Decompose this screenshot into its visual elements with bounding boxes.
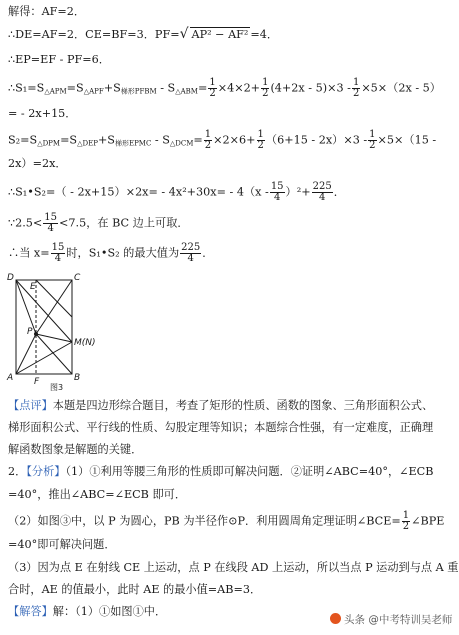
analysis-line-3	[8, 511, 444, 532]
fraction-15-4: $\frac{15}{4}$	[270, 181, 284, 203]
watermark	[330, 612, 452, 627]
label-d: D	[7, 273, 14, 283]
analysis-line-2: =40°，推出∠ABC=∠ECB 即可．	[8, 488, 187, 501]
product-text: ）²+	[285, 185, 311, 199]
lengths-result: =4．	[250, 28, 279, 41]
product-text: ．	[333, 185, 345, 199]
range-text: ∵2.5<	[8, 216, 43, 230]
fraction-225-4: $\frac{225}{4}$	[312, 181, 332, 203]
watermark-text: 头条 @中考特训吴老师	[344, 614, 453, 626]
s2-formula-line	[8, 130, 436, 151]
fraction-half: $\frac{1}{2}$	[257, 129, 264, 151]
answer-tag: 【解答】	[8, 605, 53, 618]
fraction-half: $\frac{1}{2}$	[262, 77, 269, 99]
fraction-225-4: $\frac{225}{4}$	[181, 242, 201, 264]
conclusion-text: 时，S₁•S₂ 的最大值为	[66, 246, 180, 260]
analysis-line-6: 合时，AE 的值最小，此时 AE 的最小值=AB=3．	[8, 583, 262, 596]
solve-result-line: 解得：AF=2．	[8, 5, 86, 18]
rectangle-abcd	[16, 280, 72, 374]
s1-text: - S	[156, 81, 176, 95]
lengths-line: ∴DE=AF=2．CE=BF=3．PF=√ AP² − AF² =4．	[8, 26, 279, 42]
range-text: <7.5，在 BC 边上可取．	[59, 216, 189, 230]
s1-result-line: = - 2x+15．	[8, 107, 77, 120]
s2-subscript: △DEP	[77, 139, 98, 148]
comment-line-2: 梯形面积公式、平行线的性质、勾股定理等知识；本题综合性强，有一定难度，正确理	[8, 421, 434, 434]
s2-subscript: △DPM	[37, 139, 61, 148]
s2-text: （6+15 - 2x）×3 -	[265, 133, 368, 147]
segment-pm	[36, 334, 72, 342]
s1-text: ×5×（2x - 5）	[361, 81, 441, 95]
fraction-half: $\frac{1}{2}$	[369, 129, 376, 151]
s1-subscript: 梯形PFBM	[120, 87, 157, 96]
fraction-half: $\frac{1}{2}$	[352, 77, 360, 99]
comment-text: 本题是四边形综合题目，考查了矩形的性质、函数的图象、三角形面积公式、	[52, 399, 434, 412]
segment-bp	[36, 334, 72, 374]
s1-text: +S	[103, 81, 121, 95]
comment-line-1	[8, 399, 433, 413]
analysis-line-1	[8, 465, 433, 479]
question-number: 2．	[8, 465, 27, 478]
conclusion-text: ．	[202, 246, 214, 260]
s1-text: (4+2x - 5)×3 -	[270, 81, 351, 95]
label-m: M(N)	[74, 338, 96, 348]
lengths-text: ∴DE=AF=2．CE=BF=3．PF=	[8, 28, 180, 41]
segment-cp	[36, 280, 72, 334]
geometry-figure	[6, 272, 102, 394]
s1-text: ×4×2+	[217, 81, 261, 95]
analysis-line-5: （3）因为点 E 在射线 CE 上运动，点 P 在线段 AD 上运动，所以当点 P 运动到与点 A 重	[8, 561, 459, 574]
s2-result-line: 2x）=2x．	[8, 157, 67, 170]
s2-subscript: 梯形EPMC	[114, 139, 152, 148]
analysis-tag: 【分析】	[26, 465, 66, 478]
segment-dm	[16, 280, 72, 342]
ep-line: ∴EP=EF - PF=6．	[8, 53, 110, 66]
segment-ec	[36, 280, 72, 317]
label-p: P	[27, 327, 33, 337]
s1-formula-line	[8, 78, 441, 99]
analysis-line-4: =40°即可解决问题．	[8, 538, 116, 551]
s2-text: =S	[60, 133, 78, 147]
label-c: C	[74, 273, 81, 283]
s2-text: ×2×6+	[213, 133, 256, 147]
label-b: B	[74, 373, 81, 383]
s1-text: ∴S₁=S	[8, 81, 45, 95]
answer-text: 解：（1）①如图①中．	[52, 605, 167, 618]
range-line	[8, 213, 189, 234]
toutiao-logo-icon	[330, 613, 341, 624]
s2-subscript: △DCM	[169, 139, 194, 148]
fraction-15-4: $\frac{15}{4}$	[51, 242, 65, 264]
s1-subscript: △APF	[83, 87, 104, 96]
s1-subscript: △ABM	[175, 87, 198, 96]
analysis-text: （2）如图③中，以 P 为圆心，PB 为半径作⊙P．利用圆周角定理证明∠BCE=	[8, 514, 401, 528]
s2-text: +S	[97, 133, 115, 147]
analysis-text: ∠BPE	[411, 514, 445, 528]
comment-tag: 【点评】	[8, 399, 53, 412]
label-f: F	[34, 377, 40, 387]
s2-text: =	[193, 133, 203, 147]
label-e: E	[30, 282, 36, 292]
answer-line	[8, 605, 166, 619]
s1-subscript: △APM	[44, 87, 67, 96]
conclusion-text: ∴当 x=	[8, 246, 50, 260]
s2-text: S₂=S	[8, 133, 38, 147]
fraction-half: $\frac{1}{2}$	[402, 510, 410, 532]
fraction-half: $\frac{1}{2}$	[209, 77, 216, 99]
figure-caption: 图3	[50, 383, 64, 392]
s2-text: ×5×（15 -	[377, 133, 437, 147]
conclusion-line	[8, 243, 213, 264]
analysis-text: （1）①利用等腰三角形的性质即可解决问题．②证明∠ABC=40°，∠ECB	[65, 465, 434, 478]
comment-line-3: 解函数图象是解题的关键．	[8, 443, 143, 456]
s2-text: - S	[151, 133, 170, 147]
sqrt-expression: AP² − AF²	[191, 28, 249, 41]
product-text: ∴S₁•S₂=（ - 2x+15）×2x= - 4x²+30x= - 4（x -	[8, 185, 269, 199]
label-a: A	[7, 373, 14, 383]
fraction-half: $\frac{1}{2}$	[204, 129, 212, 151]
fraction-15-4: $\frac{15}{4}$	[44, 212, 58, 234]
s1-text: =S	[66, 81, 84, 95]
s1-text: =	[197, 81, 208, 95]
point-p-dot	[34, 332, 38, 336]
product-line	[8, 182, 345, 203]
